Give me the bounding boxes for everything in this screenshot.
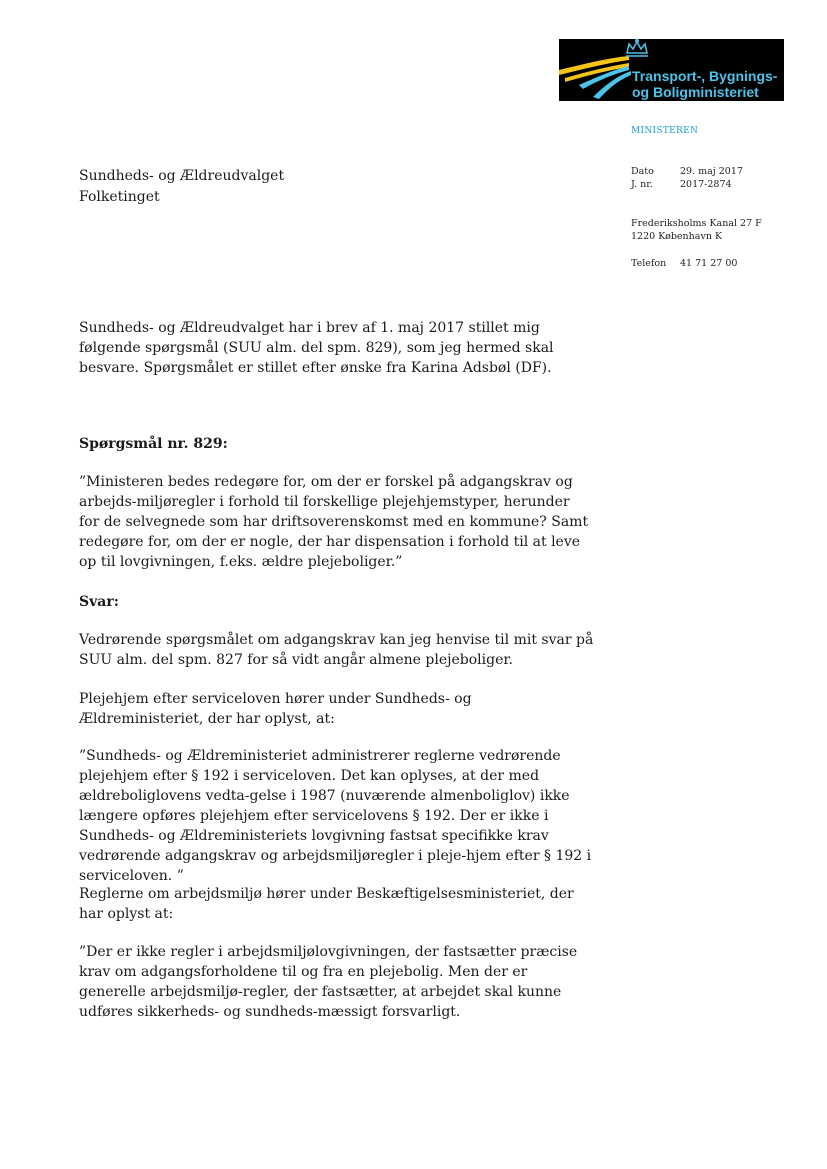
logo-text-line-1: Transport-, Bygnings- [632, 68, 778, 84]
recipient-line-1: Sundheds- og Ældreudvalget [79, 168, 285, 184]
phone-row [631, 257, 737, 270]
journal-number-value: 2017-2874 [680, 179, 732, 190]
recipient-address [79, 166, 284, 208]
date-row [631, 165, 743, 178]
sender-address [631, 217, 762, 243]
answer-quote-employment-ministry: ”Der er ikke regler i arbejdsmiljølovgivningen, der fastsætter præcise krav om adgangsforholdene til og fra en plejebolig. Men der er generelle arbejdsmiljø-regler, der fastsætter, at arbejdet skal kunne udføres sikkerheds- og sundheds-mæssigt forsvarligt. [79, 944, 578, 1020]
phone-value: 41 71 27 00 [680, 258, 738, 269]
question-heading: Spørgsmål nr. 829: [79, 436, 228, 452]
answer-paragraph-1: Vedrørende spørgsmålet om adgangskrav kan jeg henvise til mit svar på SUU alm. del spm. 827 for så vidt angår almene plejeboliger. [79, 632, 594, 668]
ministry-logo [559, 39, 784, 101]
sender-title: MINISTEREN [631, 126, 699, 136]
journal-number-label: J. nr. [631, 179, 653, 190]
address-line-1: Frederiksholms Kanal 27 F [631, 218, 762, 229]
answer-quote-health-ministry: ”Sundheds- og Ældreministeriet administrerer reglerne vedrørende plejehjem efter § 192 i serviceloven. Det kan oplyses, at der med ældreboliglovens vedta-gelse i 1987 (nuværende almenboliglov) ikke længere opføres plejehjem efter servicelovens § 192. Der er ikke i Sundheds- og Ældreministeriets lovgivning fastsat specifikke krav vedrørende adgangskrav og arbejdsmiljøregler i pleje-hjem efter § 192 i serviceloven. ” [79, 748, 592, 884]
answer-paragraph-4: Reglerne om arbejdsmiljø hører under Beskæftigelsesministeriet, der har oplyst at: [79, 886, 574, 922]
answer-heading: Svar: [79, 594, 119, 610]
question-text: ”Ministeren bedes redegøre for, om der er forskel på adgangskrav og arbejds-miljøregler i forhold til forskellige plejehjemstyper, herunder for de selvegnede som har driftsoverenskomst med en kommune? Samt redegøre for, om der er nogle, der har dispensation i forhold til at leve op til lovgivningen, f.eks. ældre plejeboliger.” [79, 474, 589, 570]
phone-label: Telefon [631, 258, 667, 269]
crown-icon [626, 40, 648, 56]
letter-meta [631, 165, 743, 191]
logo-text-line-2: og Boligministeriet [632, 84, 759, 100]
intro-paragraph: Sundheds- og Ældreudvalget har i brev af 1. maj 2017 stillet mig følgende spørgsmål (SUU alm. del spm. 829), som jeg hermed skal besvare. Spørgsmålet er stillet efter ønske fra Karina Adsbøl (DF). [79, 320, 554, 376]
answer-paragraph-2: Plejehjem efter serviceloven hører under Sundheds- og Ældreministeriet, der har oplyst, at: [79, 691, 472, 727]
address-line-2: 1220 København K [631, 231, 723, 242]
journal-number-row [631, 178, 743, 191]
date-label: Dato [631, 166, 654, 177]
date-value: 29. maj 2017 [680, 166, 743, 177]
recipient-line-2: Folketinget [79, 189, 160, 205]
